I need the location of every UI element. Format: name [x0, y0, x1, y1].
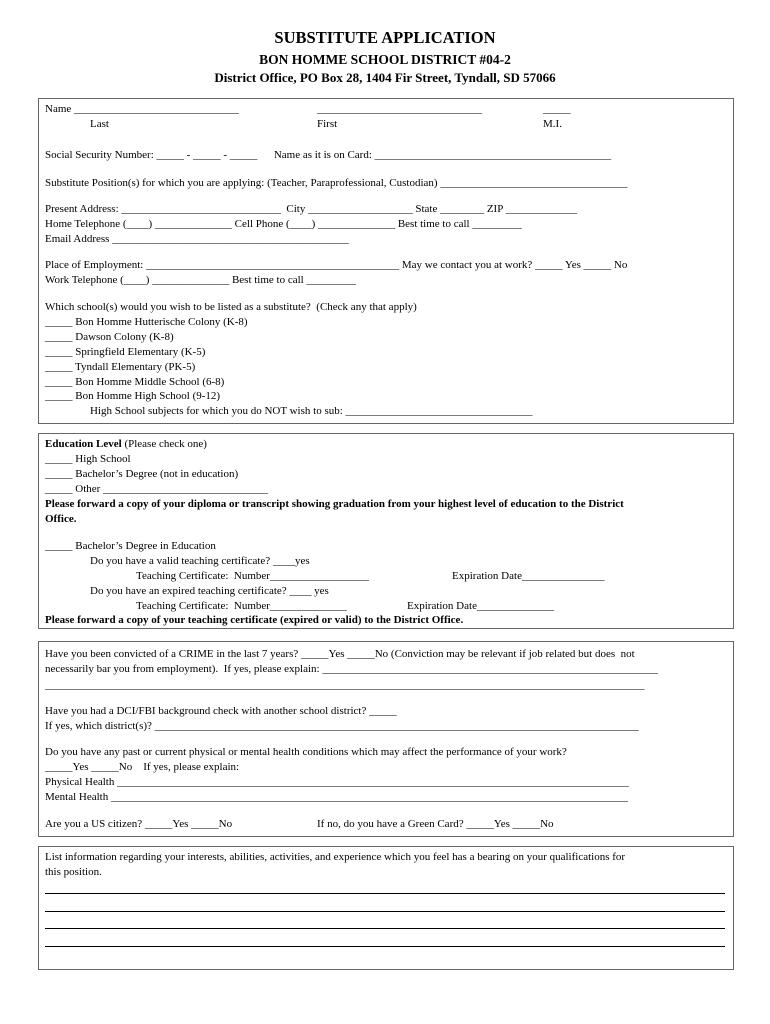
school-option[interactable]: _____ Springfield Elementary (K-5) [45, 346, 206, 358]
cert-note: Please forward a copy of your teaching certificate (expired or valid) to the District Office. [45, 614, 464, 626]
qualifications-answer-line[interactable] [45, 893, 725, 894]
education-heading-label: Education Level [45, 438, 122, 450]
qualifications-prompt-cont: this position. [45, 866, 102, 878]
diploma-note-cont: Office. [45, 513, 77, 525]
school-option[interactable]: _____ Dawson Colony (K-8) [45, 331, 174, 343]
health-question: Do you have any past or current physical or mental health conditions which may affect the performance of your work? [45, 746, 567, 758]
valid-cert-expiration-field[interactable]: Expiration Date_______________ [452, 570, 605, 582]
qualifications-answer-line[interactable] [45, 946, 725, 947]
email-field[interactable]: Email Address ___________________________________________ [45, 233, 349, 245]
first-name-field[interactable]: ______________________________ [317, 103, 482, 115]
position-field[interactable]: Substitute Position(s) for which you are applying: (Teacher, Paraprofessional, Custodian) __________________________________ [45, 177, 628, 189]
education-option[interactable]: _____ Bachelor’s Degree (not in education) [45, 468, 239, 480]
expired-cert-expiration-field[interactable]: Expiration Date______________ [407, 600, 554, 612]
school-option[interactable]: _____ Tyndall Elementary (PK-5) [45, 361, 196, 373]
education-option[interactable]: _____ Other ______________________________ [45, 483, 269, 495]
citizen-question[interactable]: Are you a US citizen? _____Yes _____No [45, 818, 233, 830]
expired-cert-number-field[interactable]: Teaching Certificate: Number______________ [136, 600, 347, 612]
district-address: District Office, PO Box 28, 1404 Fir Street, Tyndall, SD 57066 [214, 70, 556, 85]
bed-option[interactable]: _____ Bachelor’s Degree in Education [45, 540, 216, 552]
address-field[interactable]: Present Address: _____________________________ City ___________________ State ________ ZIP _____________ [45, 203, 578, 215]
phone-field[interactable]: Home Telephone (____) ______________ Cell Phone (____) ______________ Best time to call _________ [45, 218, 522, 230]
expired-cert-question[interactable]: Do you have an expired teaching certificate? ____ yes [90, 585, 329, 597]
hs-subjects-field[interactable]: High School subjects for which you do NOT wish to sub: __________________________________ [90, 405, 533, 417]
health-yes-no[interactable]: _____Yes _____No If yes, please explain: [45, 761, 240, 773]
ssn-field[interactable]: Social Security Number: _____ - _____ - _____ Name as it is on Card: ___________________________________________ [45, 149, 612, 161]
middle-initial-field[interactable]: _____ [543, 103, 571, 115]
education-option[interactable]: _____ High School [45, 453, 131, 465]
crime-question[interactable]: Have you been convicted of a CRIME in the last 7 years? _____Yes _____No (Conviction may be relevant if job related but does not [45, 648, 635, 660]
mi-label: M.I. [543, 118, 562, 130]
valid-cert-question[interactable]: Do you have a valid teaching certificate? ____yes [90, 555, 310, 567]
dci-question[interactable]: Have you had a DCI/FBI background check with another school district? _____ [45, 705, 397, 717]
qualifications-prompt: List information regarding your interests, abilities, activities, and experience which you feel has a bearing on your qualifications for [45, 851, 626, 863]
qualifications-section [38, 846, 734, 970]
last-label: Last [90, 118, 109, 130]
form-title: SUBSTITUTE APPLICATION [274, 28, 496, 47]
last-name-field[interactable]: Name ______________________________ [45, 103, 240, 115]
work-phone-field[interactable]: Work Telephone (____) ______________ Best time to call _________ [45, 274, 356, 286]
diploma-note: Please forward a copy of your diploma or transcript showing graduation from your highest level of education to the District [45, 498, 624, 510]
qualifications-answer-line[interactable] [45, 928, 725, 929]
employment-field[interactable]: Place of Employment: ______________________________________________ May we contact you at work? _____ Yes _____ No [45, 259, 628, 271]
dci-district-field[interactable]: If yes, which district(s)? ________________________________________________________________________________________ [45, 720, 639, 732]
school-option[interactable]: _____ Bon Homme Middle School (6-8) [45, 376, 225, 388]
qualifications-answer-line[interactable] [45, 911, 725, 912]
mental-health-field[interactable]: Mental Health ______________________________________________________________________________________________ [45, 791, 628, 803]
schools-prompt: Which school(s) would you wish to be listed as a substitute? (Check any that apply) [45, 301, 417, 313]
crime-explain-field[interactable]: necessarily bar you from employment). If yes, please explain: _____________________________________________________________ [45, 663, 658, 675]
school-option[interactable]: _____ Bon Homme High School (9-12) [45, 390, 221, 402]
education-heading [45, 437, 207, 451]
school-option[interactable]: _____ Bon Homme Hutterische Colony (K-8) [45, 316, 248, 328]
district-name: BON HOMME SCHOOL DISTRICT #04-2 [259, 52, 511, 67]
first-label: First [317, 118, 338, 130]
education-heading-note: (Please check one) [121, 438, 207, 450]
valid-cert-number-field[interactable]: Teaching Certificate: Number__________________ [136, 570, 369, 582]
crime-explain-field-cont[interactable]: _____________________________________________________________________________________________________________ [45, 679, 645, 691]
physical-health-field[interactable]: Physical Health _____________________________________________________________________________________________ [45, 776, 629, 788]
green-card-question[interactable]: If no, do you have a Green Card? _____Yes _____No [317, 818, 554, 830]
